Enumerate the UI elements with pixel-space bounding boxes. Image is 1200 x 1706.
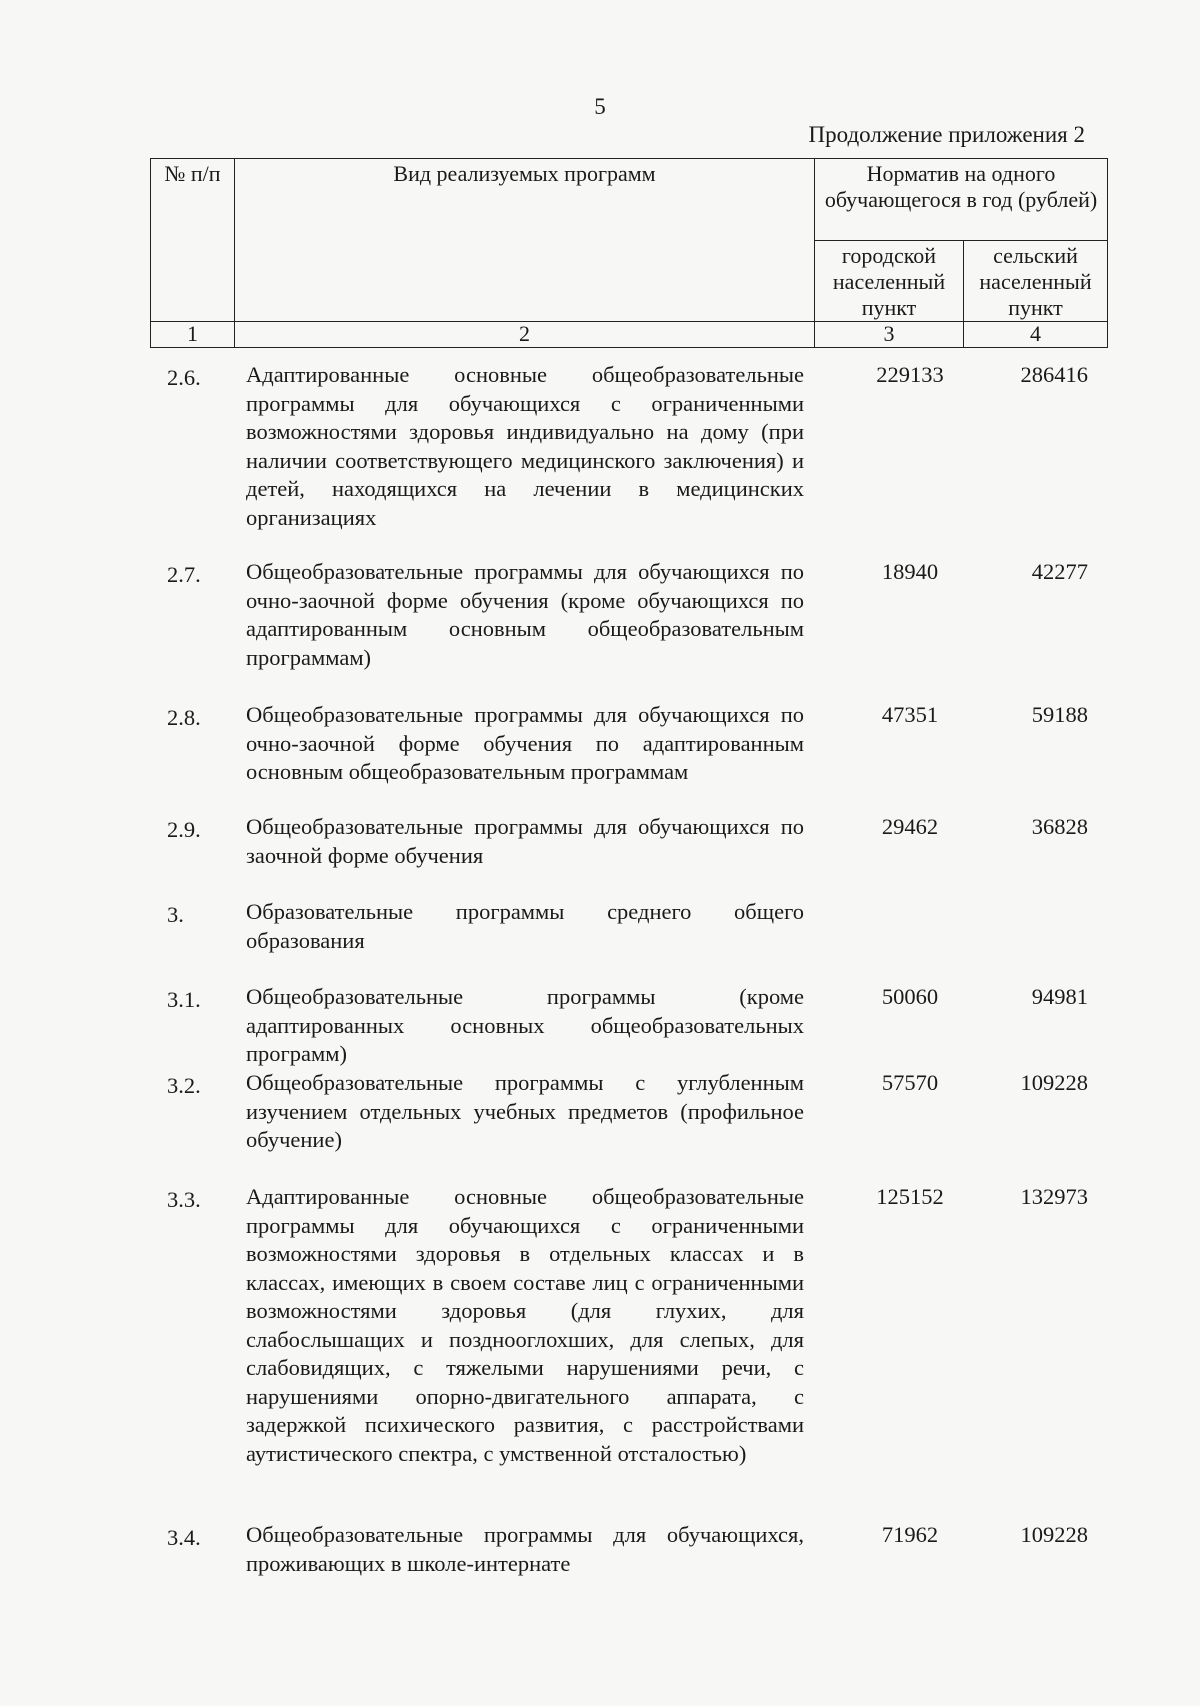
row-rural-value: 42277 [1031, 559, 1088, 584]
row-number: 2.7. [167, 562, 201, 587]
row-urban-value: 125152 [876, 1184, 944, 1209]
row-urban-value: 50060 [881, 984, 939, 1009]
row-number: 2.6. [167, 365, 201, 390]
row-description: Общеобразовательные программы для обучающихся по очно-заочной форме обучения по адаптированным основным общеобразовательным программам [246, 702, 804, 784]
row-rural-value: 109228 [1020, 1070, 1088, 1095]
header-col-urban: городской населенный пункт [815, 241, 964, 322]
header-num-2: 2 [235, 322, 815, 348]
row-urban-value: 71962 [881, 1522, 939, 1547]
row-urban-value: 57570 [881, 1070, 939, 1095]
row-urban-value: 47351 [881, 702, 939, 727]
row-description: Адаптированные основные общеобразовательные программы для обучающихся с ограниченными возможностями здоровья индивидуально на дому (при наличии соответствующего медицинского заключения) и детей, находящихся на лечении в медицинских организациях [246, 362, 804, 530]
row-number: 3.4. [167, 1525, 201, 1550]
table-header [150, 158, 1108, 348]
row-urban-value: 18940 [881, 559, 939, 584]
row-description: Общеобразовательные программы для обучающихся, проживающих в школе-интернате [246, 1522, 804, 1576]
header-num-4: 4 [964, 322, 1108, 348]
row-number: 3.1. [167, 987, 201, 1012]
header-num-1: 1 [151, 322, 235, 348]
row-description: Общеобразовательные программы для обучающихся по заочной форме обучения [246, 814, 804, 868]
row-rural-value: 59188 [1031, 702, 1088, 727]
row-description: Адаптированные основные общеобразовательные программы для обучающихся с ограниченными возможностями здоровья в отдельных классах и в классах, имеющих в своем составе лиц с ограниченными возможностями здоровья (для глухих, для слабослышащих и позднооглохших, для слепых, для слабовидящих, с тяжелыми нарушениями речи, с нарушениями опорно-двигательного аппарата, с задержкой психического развития, с расстройствами аутистического спектра, с умственной отсталостью) [246, 1184, 804, 1466]
row-number: 2.9. [167, 817, 201, 842]
row-urban-value: 229133 [876, 362, 944, 387]
header-col-program-type: Вид реализуемых программ [235, 159, 815, 322]
row-rural-value: 94981 [1031, 984, 1088, 1009]
row-urban-value: 29462 [881, 814, 939, 839]
header-col-number: № п/п [151, 159, 235, 322]
row-description: Общеобразовательные программы для обучающихся по очно-заочной форме обучения (кроме обучающихся по адаптированным основным общеобразовательным программам) [246, 559, 804, 670]
header-num-3: 3 [815, 322, 964, 348]
header-col-rural: сельский населенный пункт [964, 241, 1108, 322]
row-rural-value: 109228 [1020, 1522, 1088, 1547]
row-description: Общеобразовательные программы с углубленным изучением отдельных учебных предметов (профильное обучение) [246, 1070, 804, 1152]
row-rural-value: 36828 [1031, 814, 1088, 839]
row-description: Общеобразовательные программы (кроме адаптированных основных общеобразовательных программ) [246, 984, 804, 1066]
row-description: Образовательные программы среднего общего образования [246, 899, 804, 953]
row-number: 2.8. [167, 705, 201, 730]
header-col-norm: Норматив на одного обучающегося в год (рублей) [815, 159, 1108, 241]
row-number: 3. [167, 902, 184, 927]
page-number: 5 [594, 94, 606, 119]
row-rural-value: 132973 [1020, 1184, 1088, 1209]
row-number: 3.3. [167, 1187, 201, 1212]
continuation-label: Продолжение приложения 2 [808, 122, 1085, 147]
row-number: 3.2. [167, 1073, 201, 1098]
row-rural-value: 286416 [1020, 362, 1088, 387]
